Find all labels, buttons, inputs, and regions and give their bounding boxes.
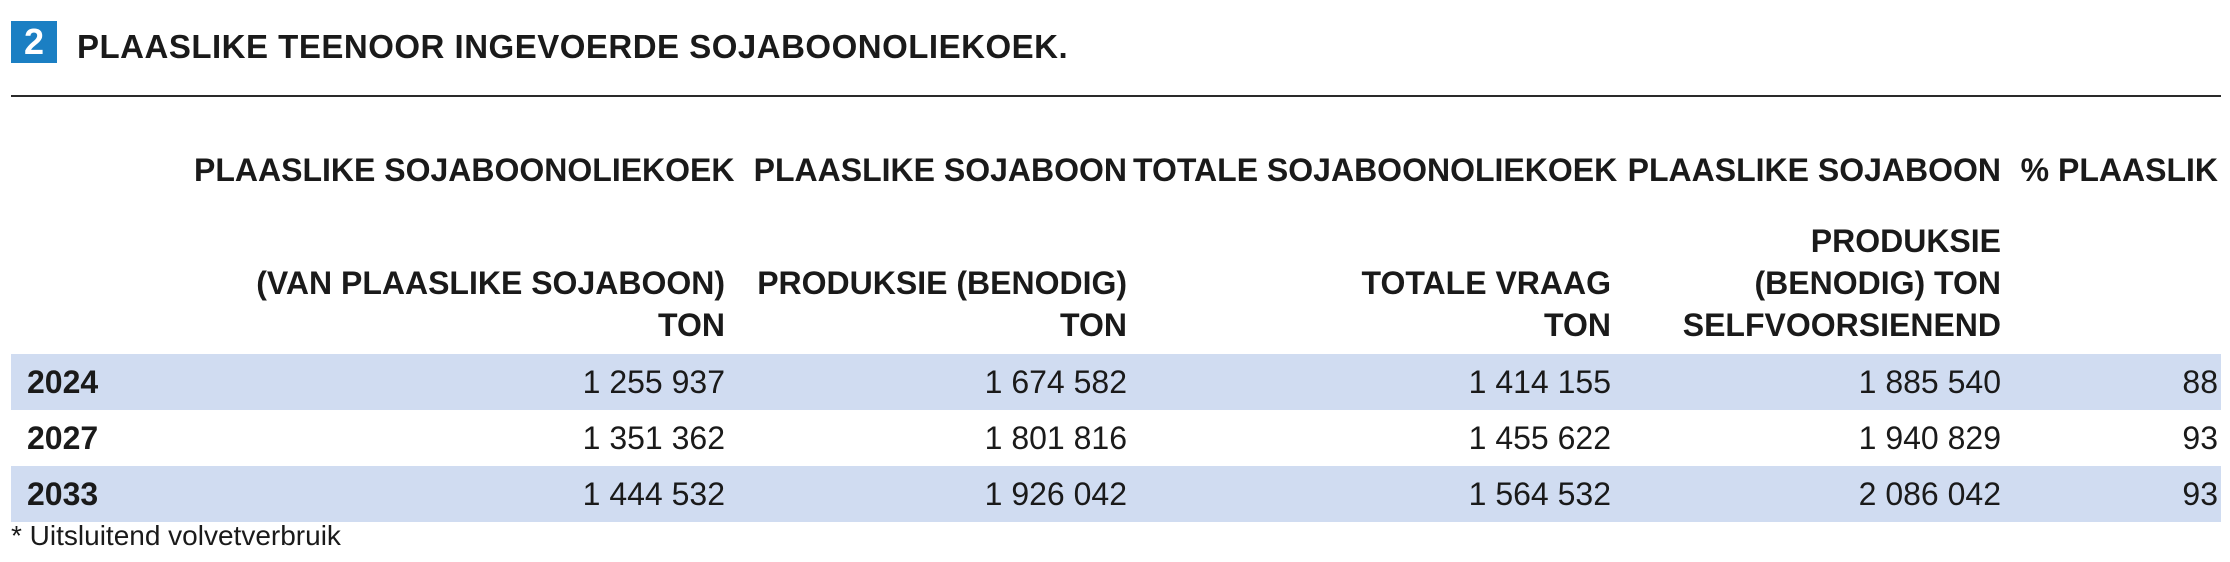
cell-local-oilcake: 1 444 532 <box>191 466 728 522</box>
subheader-line: PRODUKSIE (BENODIG) <box>757 265 1127 301</box>
header-row-sub <box>11 220 2221 354</box>
subheader-line: TON <box>1544 307 1611 343</box>
row-year: 2027 <box>27 419 99 456</box>
subheader-line: (BENODIG) TON <box>1754 265 2001 301</box>
subheader-line: PRODUKSIE <box>1810 223 2001 259</box>
subheader-percent-local <box>2004 220 2221 354</box>
page-title: PLAASLIKE TEENOOR INGEVOERDE SOJABOONOLIEKOEK. <box>77 28 1069 65</box>
header-local-soybean-2: PLAASLIKE SOJABOON <box>1627 152 2001 188</box>
subheader-line: TON <box>1060 307 1127 343</box>
title-row <box>11 18 1068 66</box>
data-table <box>11 140 2221 522</box>
header-local-soybean: PLAASLIKE SOJABOON <box>753 152 1127 188</box>
subheader-local-soybean <box>728 220 1130 354</box>
cell-local-soybean-2: 1 885 540 <box>1614 354 2004 410</box>
header-total-oilcake: TOTALE SOJABOONOLIEKOEK <box>1133 152 1618 188</box>
cell-local-soybean-2: 1 940 829 <box>1858 419 2001 456</box>
subheader-line: TON <box>658 307 725 343</box>
table-row <box>11 410 2221 466</box>
subheader-line: (VAN PLAASLIKE SOJABOON) <box>256 265 725 301</box>
cell-percent-local: 93 <box>2004 466 2221 522</box>
cell-percent-local: 88 <box>2004 354 2221 410</box>
cell-local-soybean: 1 926 042 <box>728 466 1130 522</box>
figure-number-badge: 2 <box>11 21 57 63</box>
cell-local-oilcake: 1 351 362 <box>582 419 725 456</box>
table-row <box>11 354 2221 410</box>
header-year <box>11 140 191 220</box>
subheader-total-oilcake <box>1130 220 1614 354</box>
cell-local-soybean: 1 674 582 <box>728 354 1130 410</box>
cell-local-soybean: 1 801 816 <box>984 419 1127 456</box>
header-row-top <box>11 140 2221 220</box>
cell-total-oilcake: 1 414 155 <box>1130 354 1614 410</box>
cell-local-oilcake: 1 255 937 <box>191 354 728 410</box>
header-local-oilcake: PLAASLIKE SOJABOONOLIEKOEK <box>194 152 735 188</box>
subheader-year <box>11 220 191 354</box>
subheader-local-oilcake <box>191 220 728 354</box>
row-year: 2024 <box>11 354 191 410</box>
subheader-local-soybean-2 <box>1614 220 2004 354</box>
subheader-line: SELFVOORSIENEND <box>1682 307 2001 343</box>
title-divider <box>11 95 2221 97</box>
subheader-line: TOTALE VRAAG <box>1361 265 1611 301</box>
row-year: 2033 <box>11 466 191 522</box>
footnote: * Uitsluitend volvetverbruik <box>11 520 341 551</box>
cell-total-oilcake: 1 564 532 <box>1130 466 1614 522</box>
header-percent-local: % PLAASLIK <box>2020 152 2218 188</box>
cell-local-soybean-2: 2 086 042 <box>1614 466 2004 522</box>
table-row <box>11 466 2221 522</box>
cell-percent-local: 93 <box>2182 419 2218 456</box>
cell-total-oilcake: 1 455 622 <box>1468 419 1611 456</box>
